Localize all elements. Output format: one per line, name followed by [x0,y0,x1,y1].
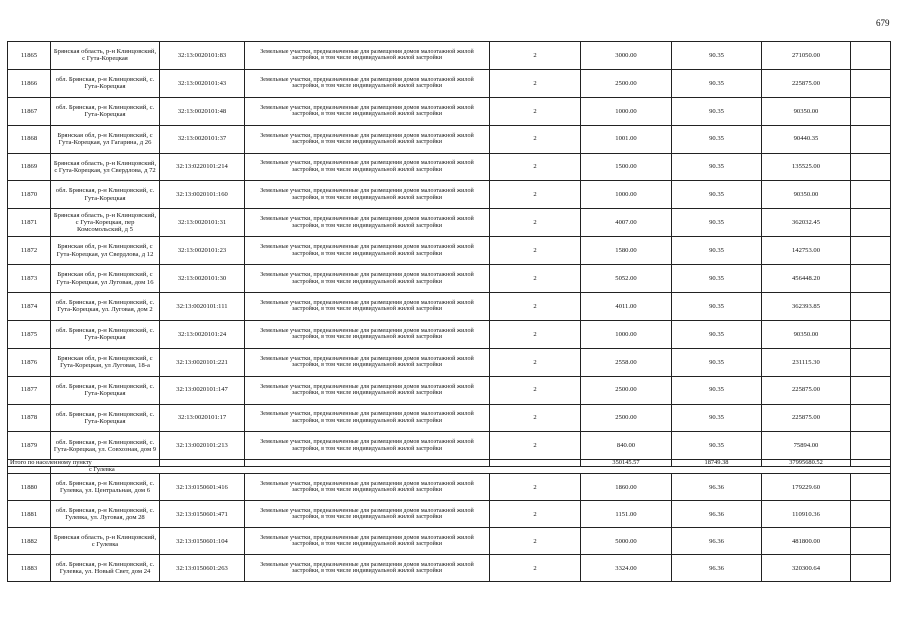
cadastral-value-cell: 142753.00 [762,237,851,265]
rate-cell: 90.35 [672,209,762,237]
table-row [8,181,891,209]
address-cell: Брянская обл, р-н Клинцовский, с Гута-Корецкая, ул Свердлова, д 12 [51,237,160,265]
address-cell: Брянская обл, р-н Клинцовский, с Гута-Корецкая, ул Луговая, 18-а [51,348,160,376]
empty-cell [851,237,891,265]
rate-cell: 90.35 [672,42,762,70]
empty-cell [851,293,891,321]
area-cell: 1000.00 [581,181,672,209]
table-row [8,432,891,460]
subtotal-empty-cell [851,460,891,467]
empty-cell [851,404,891,432]
cadastral-value-cell: 90350.00 [762,97,851,125]
area-cell: 5052.00 [581,265,672,293]
rate-cell: 90.35 [672,404,762,432]
area-cell: 5000.00 [581,528,672,555]
settlement-empty-cell [8,467,51,474]
rate-cell: 90.35 [672,97,762,125]
land-use-cell: Земельные участки, предназначенные для размещения домов малоэтажной жилой застройки, в том числе индивидуальной жилой застройки [245,501,490,528]
group-cell: 2 [490,293,581,321]
empty-cell [851,209,891,237]
address-cell: Брянская обл, р-н Клинцовский, с Гута-Корецкая, ул Луговая, дом 16 [51,265,160,293]
empty-cell [851,320,891,348]
table-row [8,404,891,432]
address-cell: обл. Брянская, р-н Клинцовский, с. Гута-Корецкая [51,404,160,432]
table-row [8,97,891,125]
empty-cell [851,474,891,501]
land-use-cell: Земельные участки, предназначенные для размещения домов малоэтажной жилой застройки, в том числе индивидуальной жилой застройки [245,97,490,125]
area-cell: 1001.00 [581,125,672,153]
empty-cell [851,376,891,404]
address-cell: обл. Брянская, р-н Клинцовский, с. Гулевка, ул. Луговая, дом 28 [51,501,160,528]
group-cell: 2 [490,528,581,555]
area-cell: 1000.00 [581,97,672,125]
area-cell: 4007.00 [581,209,672,237]
rate-cell: 90.35 [672,293,762,321]
cadastral-number-cell: 32:13:0020101:30 [160,265,245,293]
rate-cell: 90.35 [672,237,762,265]
table-row [8,209,891,237]
group-cell: 2 [490,474,581,501]
cadastral-value-cell: 110910.36 [762,501,851,528]
row-number: 11883 [8,555,51,582]
table-row [8,293,891,321]
address-cell: обл. Брянская, р-н Клинцовский, с. Гулевка, ул. Новый Свет, дом 24 [51,555,160,582]
group-cell: 2 [490,125,581,153]
table-row [8,474,891,501]
row-number: 11866 [8,69,51,97]
row-number: 11878 [8,404,51,432]
address-cell: обл. Брянская, р-н Клинцовский, с. Гута-Корецкая [51,97,160,125]
cadastral-number-cell: 32:13:0220101:214 [160,153,245,181]
land-use-cell: Земельные участки, предназначенные для размещения домов малоэтажной жилой застройки, в том числе индивидуальной жилой застройки [245,125,490,153]
group-cell: 2 [490,555,581,582]
cadastral-value-cell: 231115.30 [762,348,851,376]
group-cell: 2 [490,404,581,432]
rate-cell: 90.35 [672,348,762,376]
address-cell: обл. Брянская, р-н Клинцовский, с. Гута-Корецкая [51,181,160,209]
rate-cell: 96.36 [672,528,762,555]
area-cell: 2558.00 [581,348,672,376]
cadastral-value-cell: 271050.00 [762,42,851,70]
address-cell: Брянская обл, р-н Клинцовский, с Гута-Корецкая, ул Гагарина, д 26 [51,125,160,153]
cadastral-value-cell: 481800.00 [762,528,851,555]
land-use-cell: Земельные участки, предназначенные для размещения домов малоэтажной жилой застройки, в том числе индивидуальной жилой застройки [245,153,490,181]
area-cell: 2500.00 [581,376,672,404]
land-use-cell: Земельные участки, предназначенные для размещения домов малоэтажной жилой застройки, в том числе индивидуальной жилой застройки [245,181,490,209]
table-row [8,237,891,265]
cadastral-number-cell: 32:13:0020101:111 [160,293,245,321]
cadastral-value-cell: 225875.00 [762,404,851,432]
cadastral-value-cell: 225875.00 [762,69,851,97]
group-cell: 2 [490,97,581,125]
cadastral-number-cell: 32:13:0150601:104 [160,528,245,555]
table-row [8,42,891,70]
subtotal-rate: 18749.38 [672,460,762,467]
group-cell: 2 [490,376,581,404]
cadastral-value-cell: 90350.00 [762,320,851,348]
row-number: 11868 [8,125,51,153]
row-number: 11876 [8,348,51,376]
row-number: 11869 [8,153,51,181]
row-number: 11870 [8,181,51,209]
land-use-cell: Земельные участки, предназначенные для размещения домов малоэтажной жилой застройки, в том числе индивидуальной жилой застройки [245,528,490,555]
address-cell: Брянская область, р-н Клинцовский, с Гулевка [51,528,160,555]
empty-cell [851,153,891,181]
area-cell: 3000.00 [581,42,672,70]
land-use-cell: Земельные участки, предназначенные для размещения домов малоэтажной жилой застройки, в том числе индивидуальной жилой застройки [245,209,490,237]
address-cell: обл. Брянская, р-н Клинцовский, с. Гута-Корецкая [51,320,160,348]
group-cell: 2 [490,153,581,181]
land-use-cell: Земельные участки, предназначенные для размещения домов малоэтажной жилой застройки, в том числе индивидуальной жилой застройки [245,42,490,70]
group-cell: 2 [490,501,581,528]
empty-cell [851,69,891,97]
land-use-cell: Земельные участки, предназначенные для размещения домов малоэтажной жилой застройки, в том числе индивидуальной жилой застройки [245,474,490,501]
subtotal-label: Итого по населенному пункту [8,460,160,467]
address-cell: Брянская область, р-н Клинцовский, с Гута-Корецкая, пер Комсомольский, д 5 [51,209,160,237]
address-cell: обл. Брянская, р-н Клинцовский, с. Гулевка, ул. Центральная, дом 6 [51,474,160,501]
rate-cell: 90.35 [672,432,762,460]
row-number: 11873 [8,265,51,293]
land-use-cell: Земельные участки, предназначенные для размещения домов малоэтажной жилой застройки, в том числе индивидуальной жилой застройки [245,237,490,265]
cadastral-value-cell: 135525.00 [762,153,851,181]
rate-cell: 90.35 [672,125,762,153]
empty-cell [851,348,891,376]
table-row [8,528,891,555]
area-cell: 4011.00 [581,293,672,321]
cadastral-value-cell: 456448.20 [762,265,851,293]
subtotal-value: 37995680.52 [762,460,851,467]
group-cell: 2 [490,237,581,265]
subtotal-row [8,460,891,467]
cadastral-number-cell: 32:13:0150601:416 [160,474,245,501]
rate-cell: 90.35 [672,181,762,209]
cadastral-value-cell: 90440.35 [762,125,851,153]
land-use-cell: Земельные участки, предназначенные для размещения домов малоэтажной жилой застройки, в том числе индивидуальной жилой застройки [245,432,490,460]
address-cell: обл. Брянская, р-н Клинцовский, с. Гута-Корецкая, ул. Совхозная, дом 9 [51,432,160,460]
land-use-cell: Земельные участки, предназначенные для размещения домов малоэтажной жилой застройки, в том числе индивидуальной жилой застройки [245,555,490,582]
address-cell: Брянская область, р-н Клинцовский, с Гута-Корецкая, ул Свердлова, д 72 [51,153,160,181]
empty-cell [851,555,891,582]
land-use-cell: Земельные участки, предназначенные для размещения домов малоэтажной жилой застройки, в том числе индивидуальной жилой застройки [245,69,490,97]
empty-cell [851,97,891,125]
group-cell: 2 [490,209,581,237]
area-cell: 2500.00 [581,404,672,432]
cadastral-number-cell: 32:13:0020101:213 [160,432,245,460]
row-number: 11881 [8,501,51,528]
subtotal-empty-cell [490,460,581,467]
rate-cell: 90.35 [672,69,762,97]
cadastral-number-cell: 32:13:0020101:83 [160,42,245,70]
cadastral-value-cell: 362393.85 [762,293,851,321]
table-row [8,265,891,293]
cadastral-number-cell: 32:13:0020101:31 [160,209,245,237]
rate-cell: 96.36 [672,501,762,528]
area-cell: 2500.00 [581,69,672,97]
row-number: 11880 [8,474,51,501]
group-cell: 2 [490,69,581,97]
area-cell: 840.00 [581,432,672,460]
group-cell: 2 [490,432,581,460]
cadastral-number-cell: 32:13:0020101:24 [160,320,245,348]
cadastral-value-table [7,41,891,582]
table-row [8,501,891,528]
settlement-row [8,467,891,474]
empty-cell [851,501,891,528]
cadastral-number-cell: 32:13:0020101:17 [160,404,245,432]
group-cell: 2 [490,348,581,376]
area-cell: 1000.00 [581,320,672,348]
land-use-cell: Земельные участки, предназначенные для размещения домов малоэтажной жилой застройки, в том числе индивидуальной жилой застройки [245,265,490,293]
table-row [8,376,891,404]
row-number: 11875 [8,320,51,348]
cadastral-number-cell: 32:13:0150601:471 [160,501,245,528]
rate-cell: 96.36 [672,474,762,501]
row-number: 11867 [8,97,51,125]
cadastral-value-cell: 75894.00 [762,432,851,460]
cadastral-number-cell: 32:13:0020101:23 [160,237,245,265]
land-use-cell: Земельные участки, предназначенные для размещения домов малоэтажной жилой застройки, в том числе индивидуальной жилой застройки [245,293,490,321]
cadastral-number-cell: 32:13:0020101:147 [160,376,245,404]
empty-cell [851,265,891,293]
cadastral-value-cell: 179229.60 [762,474,851,501]
row-number: 11871 [8,209,51,237]
land-use-cell: Земельные участки, предназначенные для размещения домов малоэтажной жилой застройки, в том числе индивидуальной жилой застройки [245,320,490,348]
row-number: 11872 [8,237,51,265]
area-cell: 1500.00 [581,153,672,181]
address-cell: обл. Брянская, р-н Клинцовский, с. Гута-Корецкая [51,376,160,404]
land-use-cell: Земельные участки, предназначенные для размещения домов малоэтажной жилой застройки, в том числе индивидуальной жилой застройки [245,348,490,376]
cadastral-number-cell: 32:13:0150601:263 [160,555,245,582]
cadastral-number-cell: 32:13:0020101:160 [160,181,245,209]
group-cell: 2 [490,320,581,348]
rate-cell: 90.35 [672,265,762,293]
row-number: 11874 [8,293,51,321]
row-number: 11865 [8,42,51,70]
land-use-cell: Земельные участки, предназначенные для размещения домов малоэтажной жилой застройки, в том числе индивидуальной жилой застройки [245,376,490,404]
area-cell: 1580.00 [581,237,672,265]
empty-cell [851,432,891,460]
cadastral-number-cell: 32:13:0020101:37 [160,125,245,153]
cadastral-value-cell: 225875.00 [762,376,851,404]
table-row [8,69,891,97]
settlement-label: с Гулевка [51,467,891,474]
table-row [8,320,891,348]
group-cell: 2 [490,181,581,209]
empty-cell [851,125,891,153]
rate-cell: 96.36 [672,555,762,582]
area-cell: 1151.00 [581,501,672,528]
empty-cell [851,181,891,209]
cadastral-number-cell: 32:13:0020101:221 [160,348,245,376]
area-cell: 3324.00 [581,555,672,582]
land-use-cell: Земельные участки, предназначенные для размещения домов малоэтажной жилой застройки, в том числе индивидуальной жилой застройки [245,404,490,432]
cadastral-number-cell: 32:13:0020101:48 [160,97,245,125]
subtotal-empty-cell [245,460,490,467]
address-cell: обл. Брянская, р-н Клинцовский, с. Гута-Корецкая [51,69,160,97]
table-row [8,125,891,153]
area-cell: 1860.00 [581,474,672,501]
table-row [8,153,891,181]
group-cell: 2 [490,42,581,70]
rate-cell: 90.35 [672,320,762,348]
subtotal-empty-cell [160,460,245,467]
row-number: 11877 [8,376,51,404]
cadastral-value-cell: 320300.64 [762,555,851,582]
table-row [8,555,891,582]
address-cell: обл. Брянская, р-н Клинцовский, с. Гута-Корецкая, ул. Луговая, дом 2 [51,293,160,321]
empty-cell [851,42,891,70]
group-cell: 2 [490,265,581,293]
cadastral-number-cell: 32:13:0020101:43 [160,69,245,97]
cadastral-value-cell: 362032.45 [762,209,851,237]
rate-cell: 90.35 [672,153,762,181]
row-number: 11879 [8,432,51,460]
address-cell: Брянская область, р-н Клинцовский, с Гута-Корецкая [51,42,160,70]
subtotal-area: 350145.57 [581,460,672,467]
rate-cell: 90.35 [672,376,762,404]
page-number: 679 [876,18,890,28]
table-row [8,348,891,376]
cadastral-value-cell: 90350.00 [762,181,851,209]
row-number: 11882 [8,528,51,555]
empty-cell [851,528,891,555]
